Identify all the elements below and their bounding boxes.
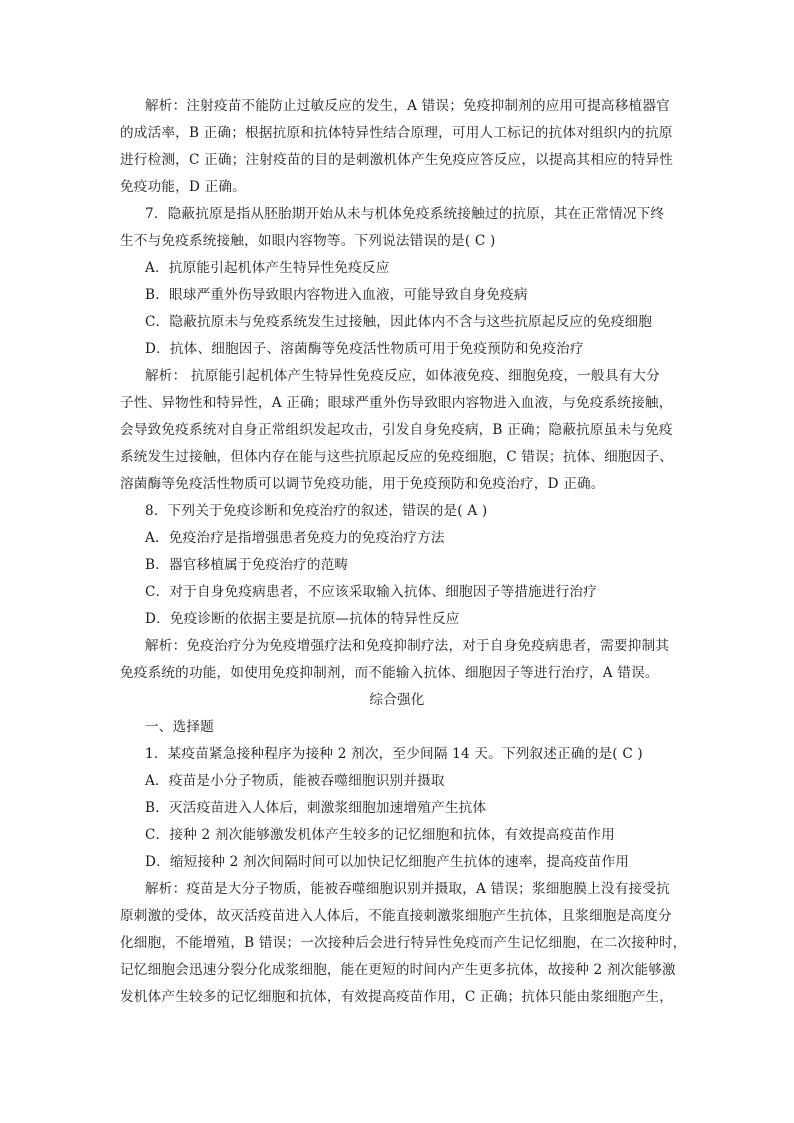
question-8-option-b: B．器官移植属于免疫治疗的范畴 (145, 557, 349, 573)
question-7-stem: 生不与免疫系统接触，如眼内容物等。下列说法错误的是( C ) (120, 233, 496, 249)
question-8-option-a: A．免疫治疗是指增强患者免疫力的免疫治疗方法 (145, 530, 445, 546)
question-1-option-d: D．缩短接种 2 剂次间隔时间可以加快记忆细胞产生抗体的速率，提高疫苗作用 (145, 854, 630, 870)
subsection-heading: 一、选择题 (145, 719, 214, 735)
question-7-stem: 7．隐蔽抗原是指从胚胎期开始从未与机体免疫系统接触过的抗原，其在正常情况下终 (145, 206, 665, 222)
analysis-line: 免疫系统的功能，如使用免疫抑制剂，而不能输入抗体、细胞因子等进行治疗，A 错误。 (120, 665, 659, 681)
question-8-option-d: D．免疫诊断的依据主要是抗原—抗体的特异性反应 (145, 611, 460, 627)
analysis-line: 解析： 抗原能引起机体产生特异性免疫反应，如体液免疫、细胞免疫，一般具有大分 (145, 368, 660, 384)
question-7-option-d: D．抗体、细胞因子、溶菌酶等免疫活性物质可用于免疫预防和免疫治疗 (145, 341, 584, 357)
question-8-stem: 8．下列关于免疫诊断和免疫治疗的叙述，错误的是( A ) (145, 503, 488, 519)
analysis-line: 进行检测，C 正确；注射疫苗的目的是刺激机体产生免疫应答反应，以提高其相应的特异性 (120, 152, 674, 168)
question-1-stem: 1．某疫苗紧急接种程序为接种 2 剂次，至少间隔 14 天。下列叙述正确的是( C ) (145, 746, 643, 762)
analysis-line: 子性、异物性和特异性，A 正确；眼球严重外伤导致眼内容物进入血液，与免疫系统接触， (120, 395, 673, 411)
section-title: 综合强化 (369, 692, 425, 708)
analysis-line: 化细胞，不能增殖，B 错误；一次接种后会进行特异性免疫而产生记忆细胞，在二次接种时， (120, 935, 687, 951)
question-1-option-b: B．灭活疫苗进入人体后，刺激浆细胞加速增殖产生抗体 (145, 800, 487, 816)
analysis-line: 发机体产生较多的记忆细胞和抗体，有效提高疫苗作用，C 正确；抗体只能由浆细胞产生， (120, 989, 674, 1005)
question-8-option-c: C．对于自身免疫病患者，不应该采取输入抗体、细胞因子等措施进行治疗 (145, 584, 597, 600)
question-1-option-c: C．接种 2 剂次能够激发机体产生较多的记忆细胞和抗体，有效提高疫苗作用 (145, 827, 615, 843)
question-7-option-b: B．眼球严重外伤导致眼内容物进入血液，可能导致自身免疫病 (145, 287, 528, 303)
question-1-option-a: A．疫苗是小分子物质，能被吞噬细胞识别并摄取 (145, 773, 445, 789)
question-7-option-a: A．抗原能引起机体产生特异性免疫反应 (145, 260, 390, 276)
analysis-line: 记忆细胞会迅速分裂分化成浆细胞，能在更短的时间内产生更多抗体，故接种 2 剂次能够激 (120, 962, 676, 978)
analysis-line: 免疫功能，D 正确。 (120, 179, 246, 195)
question-7-option-c: C．隐蔽抗原未与免疫系统发生过接触，因此体内不含与这些抗原起反应的免疫细胞 (145, 314, 653, 330)
analysis-line: 会导致免疫系统对自身正常组织发起攻击，引发自身免疫病，B 正确；隐蔽抗原虽未与免疫 (120, 422, 673, 438)
analysis-line: 溶菌酶等免疫活性物质可以调节免疫功能，用于免疫预防和免疫治疗，D 正确。 (120, 476, 605, 492)
analysis-line: 解析：疫苗是大分子物质，能被吞噬细胞识别并摄取，A 错误；浆细胞膜上没有接受抗 (145, 881, 670, 897)
analysis-line: 的成活率，B 正确；根据抗原和抗体特异性结合原理，可用人工标记的抗体对组织内的抗原 (120, 125, 673, 141)
analysis-line: 解析：免疫治疗分为免疫增强疗法和免疫抑制疗法，对于自身免疫病患者，需要抑制其 (145, 638, 670, 654)
analysis-line: 原刺激的受体，故灭活疫苗进入人体后，不能直接刺激浆细胞产生抗体，且浆细胞是高度分 (120, 908, 672, 924)
analysis-line: 解析：注射疫苗不能防止过敏反应的发生，A 错误；免疫抑制剂的应用可提高移植器官 (145, 98, 670, 114)
analysis-line: 系统发生过接触，但体内存在能与这些抗原起反应的免疫细胞，C 错误；抗体、细胞因子、 (120, 449, 674, 465)
